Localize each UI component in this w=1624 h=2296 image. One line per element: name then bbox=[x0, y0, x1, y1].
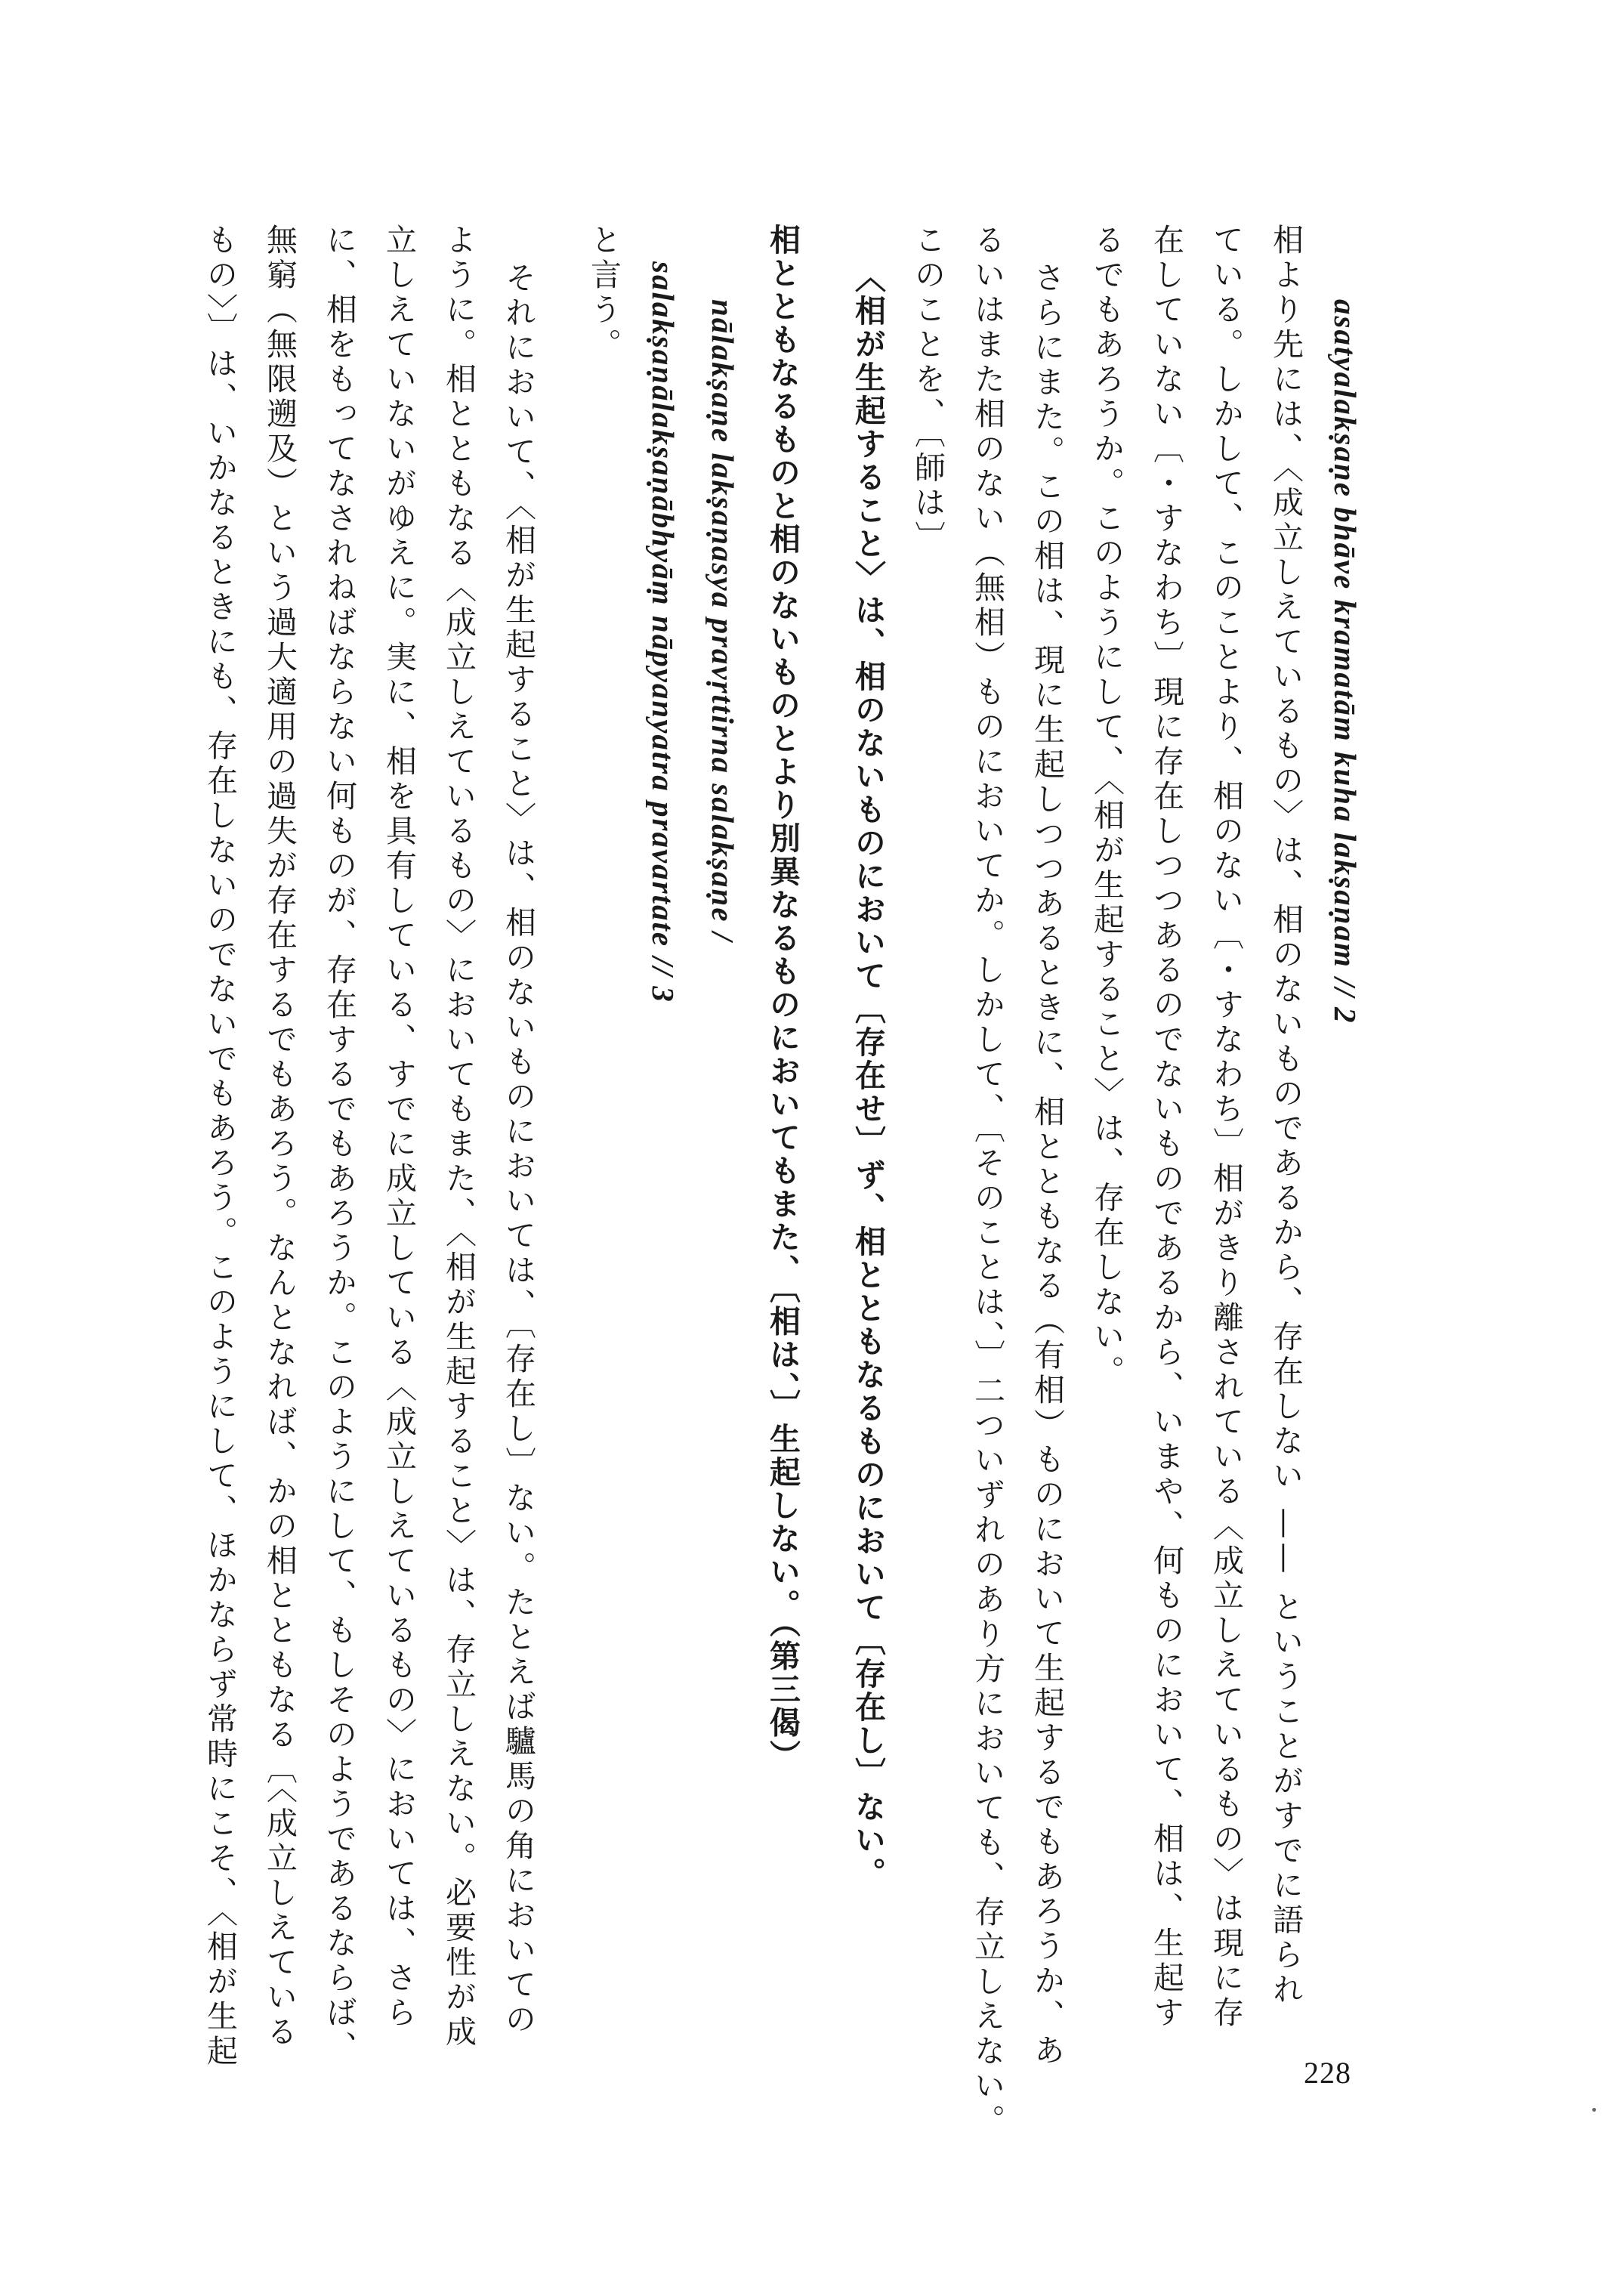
page-number: 228 bbox=[1304, 2056, 1351, 2090]
text-line: るいはまた相のない（無相）ものにおいてか。しかして、〔そのことは、〕二ついずれのあり方においても、存立しえない。 bbox=[969, 224, 1005, 2139]
verse-2-sanskrit: asatyalakṣaṇe bhāve kramatām kuha lakṣaṇam // 2 bbox=[1328, 299, 1363, 1024]
text-line: 在していない〔・すなわち〕現に存在しつつあるのでないものであるから、いまや、何ものにおいて、相は、生起す bbox=[1148, 224, 1184, 2031]
text-line: それにおいて、〈相が生起すること〉は、相のないものにおいては、〔存在し〕ない。たとえば驢馬の角においての bbox=[500, 261, 536, 2038]
verse-3-sanskrit: salakṣaṇālakṣaṇābhyāṃ nāpyanyatra pravartate // 3 bbox=[646, 261, 681, 1003]
text-line: と言う。 bbox=[585, 224, 622, 363]
verse-3-translation: 相とともなるものと相のないものとより別異なるものにおいてもまた、〔相は、〕生起しない。（第三偈） bbox=[764, 224, 801, 1773]
text-line: 無窮（無限遡及）という過大適用の過失が存在するでもあろう。なんとなれば、かの相とともなる〔〈成立しえている bbox=[261, 224, 298, 2050]
text-line: 立しえていないがゆえに。実に、相を具有している、すでに成立している〈成立しえているもの〉においては、さら bbox=[381, 224, 417, 2031]
text-line: ている。しかして、このことより、相のない〔・すなわち〕相がきり離されている〈成立しえているもの〉は現に存 bbox=[1208, 224, 1244, 2031]
verse-3-translation: 〈相が生起すること〉は、相のないものにおいて〔存在せ〕ず、相とともなるものにおいて〔存在し〕ない。 bbox=[850, 261, 886, 1890]
text-line: に、相をもってなされねばならない何ものが、存在するでもあろうか。このようにして、もしそのようであるならば、 bbox=[321, 224, 357, 2066]
text-line: ように。相とともなる〈成立しえているもの〉においてもまた、〈相が生起すること〉は、存立しえない。必要性が成 bbox=[440, 224, 477, 2050]
text-line: このことを、〔師は〕 bbox=[909, 224, 946, 556]
verse-3-sanskrit: nālakṣaṇe lakṣaṇasya pravṛttirna salakṣaṇe / bbox=[705, 299, 740, 943]
text-line: るでもあろうか。このようにして、〈相が生起すること〉は、存在しない。 bbox=[1088, 224, 1125, 1390]
scan-speck bbox=[1592, 2108, 1596, 2112]
text-line: もの〉〕は、いかなるときにも、存在しないのでないでもあろう。このようにして、ほかならず常時にこそ、〈相が生起 bbox=[202, 224, 238, 2069]
text-line: 相より先には、〈成立しえているもの〉は、相のないものであるから、存在しない —— ということがすでに語られ bbox=[1267, 224, 1304, 2008]
text-line: さらにまた。この相は、現に生起しつつあるときに、相とともなる（有相）ものにおいて生起するでもあろうか、あ bbox=[1029, 261, 1065, 2069]
